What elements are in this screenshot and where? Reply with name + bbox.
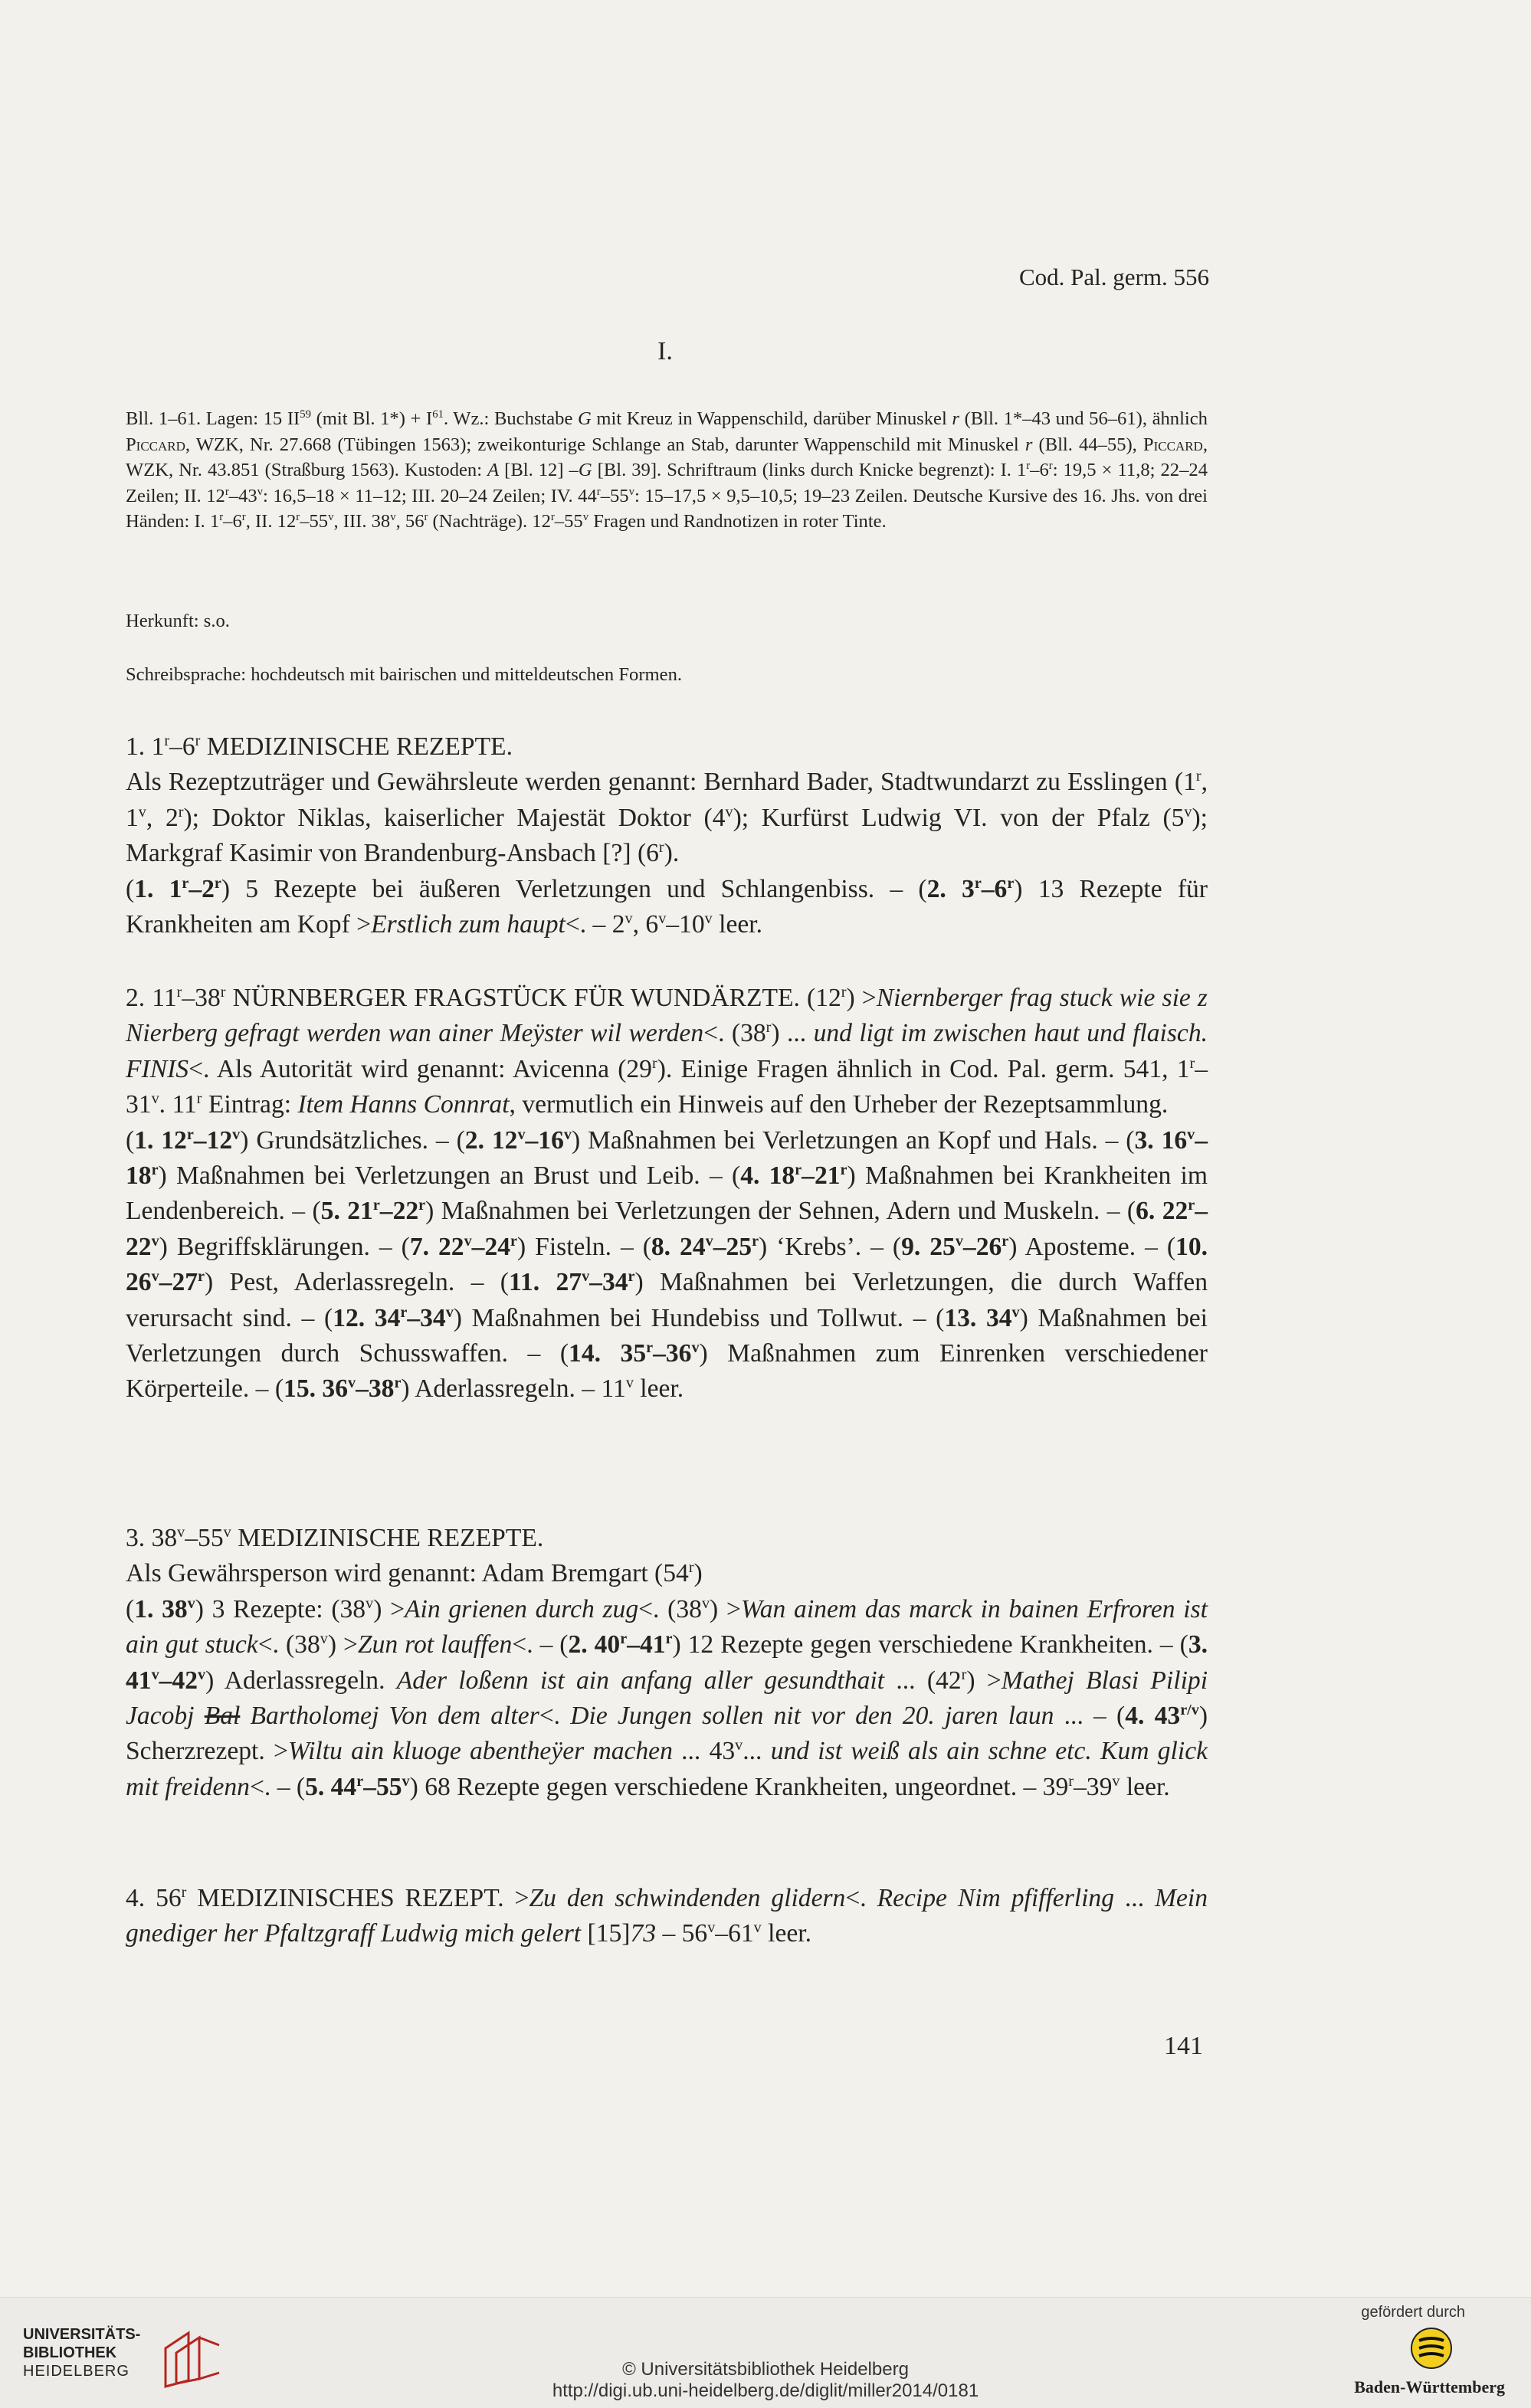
scribal-language: Schreibsprache: hochdeutsch mit bairischen und mitteldeutschen Formen. <box>126 664 683 685</box>
funder-name: Baden-Württemberg <box>1354 2377 1505 2397</box>
state-coat-of-arms-icon <box>1401 2325 1462 2371</box>
section-2: 2. 11$^r$–38$^r$ NÜRNBERGER FRAGSTÜCK FÜR WUNDÄRZTE. $(12^r)$ >Niernberger frag stuck wie sie z Nierberg gefragt werden wan ainer Meÿster wil werden<. (38$^r$) ... und ligt im zwischen haut und flaisch. FINIS<. Als Autorität wird genannt: Avicenna (29$^r$). Einige Fragen ähnlich in Cod. Pal. germ. 541, 1$^r$–31$^v$. 11$^r$ Eintrag: Item Hanns Connrat, vermutlich ein Hinweis auf den Urheber der Rezeptsammlung. (1. 12$^r$–12$^v$) Grundsätzliches. – (2. 12$^v$–16$^v$) Maßnahmen bei Verletzungen an Kopf und Hals. – (3. 16$^v$–18$^r$) Maßnahmen bei Verletzungen an Brust und Leib. – (4. 18$^r$–21$^r$) Maßnahmen bei Krankheiten im Lendenbereich. – (5. 21$^r$–22$^r$) Maßnahmen bei Verletzungen der Sehnen, Adern und Muskeln. – (6. 22$^r$–22$^v$) Begriffsklärungen. – (7. 22$^v$–24$^r$) Fisteln. – (8. 24$^v$–25$^r$) ‘Krebs’. – (9. 25$^v$–26$^r$) Aposteme. – (10. 26$^v$–27$^r$) Pest, Aderlassregeln. – (11. 27$^v$–34$^r$) Maßnahmen bei Verletzungen, die durch Waffen verursacht sind. – (12. 34$^r$–34$^v$) Maßnahmen bei Hundebiss und Tollwut. – (13. 34$^v$) Maßnahmen bei Verletzungen durch Schusswaffen. – (14. 35$^r$–36$^v$) Maßnahmen zum Einrenken verschiedener Körperteile. – (15. 36$^v$–38$^r$) Aderlassregeln. – 11$^v$ leer. <box>126 983 1208 1404</box>
section-1-heading: MEDIZINISCHE REZEPTE. <box>206 732 513 761</box>
origin: Herkunft: s.o. <box>126 611 230 631</box>
section-3-heading: MEDIZINISCHE REZEPTE. <box>238 1524 544 1552</box>
section-1: 1. 1$^r$–6$^r$ MEDIZINISCHE REZEPTE. Als Rezeptzuträger und Gewährsleute werden genannt: Bernhard Bader, Stadtwundarzt zu Esslingen (1$^r$, 1$^v$, 2$^r$); Doktor Niklas, kaiserlicher Majestät Doktor (4$^v$); Kurfürst Ludwig VI. von der Pfalz (5$^v$); Markgraf Kasimir von Brandenburg-Ansbach [?] (6$^r$). (1. 1$^r$–2$^r$) 5 Rezepte bei äußeren Verletzungen und Schlangenbiss. – (2. 3$^r$–6$^r$) 13 Rezepte für Krankheiten am Kopf >Erstlich zum haupt<. – 2$^v$, 6$^v$–10$^v$ leer. <box>126 732 1208 939</box>
section-4-heading: MEDIZINISCHES REZEPT. <box>197 1884 504 1912</box>
section-3: 3. 38$^v$–55$^v$ MEDIZINISCHE REZEPTE. Als Gewährsperson wird genannt: Adam Bremgart (54$^r$) (1. 38$^v$) 3 Rezepte: $(38^v) >Ain$ grienen durch zug<. $(38^v) >Wan$ ainem das marck in bainen Erfroren ist ain gut stuck<. $(38^v) >Zun$ rot lauffen<. – (2. 40$^r$–41$^r$) 12 Rezepte gegen verschiedene Krankheiten. – (3. 41$^v$–42$^v$) Aderlassregeln. Ader loßenn ist ain anfang aller gesundthait ... $(42^r)$ >Mathej Blasi Pilipi Jacobj Bal Bartholomej Von dem alter<. Die Jungen sollen nit vor den 20. jaren laun ... – (4. $43^{r/v}$) Scherzrezept. >Wiltu ain kluoge abentheÿer machen ... 43$^v$... und ist weiß als ain schne etc. Kum glick mit freidenn<. – (5. 44$^r$–55$^v$) 68 Rezepte gegen verschiedene Krankheiten, ungeordnet. – 39$^r$–39$^v$ leer. <box>126 1523 1208 1801</box>
part-number: I. <box>657 337 673 365</box>
copyright-notice: © Universitätsbibliothek Heidelberg http://digi.ub.uni-heidelberg.de/diglit/miller2014/0181 <box>0 2359 1531 2402</box>
codicological-description: Bll. 1–61. Lagen: 15 II$^{59}$ (mit Bl. $1*) + I^{61}$. Wz.: Buchstabe G mit Kreuz in Wappenschild, darüber Minuskel r (Bll. 1*–43 und 56–61), ähnlich Piccard, WZK, Nr. 27.668 (Tübingen 1563); zweikonturige Schlange an Stab, darunter Wappenschild mit Minuskel r (Bll. 44–55), Piccard, WZK, Nr. 43.851 (Straßburg 1563). Kustoden: A [Bl. 12] –G [Bl. 39]. Schriftraum (links durch Knicke begrenzt): I. 1$^r$–6$^r$: 19,5 × 11,8; 22–24 Zeilen; II. 12$^r$–43$^v$: 16,5–18 × 11–12; III. 20–24 Zeilen; IV. 44$^r$–55$^v$: 15–17,5 × 9,5–10,5; 19–23 Zeilen. Deutsche Kursive des 16. Jhs. von drei Händen: I. 1$^r$–6$^r$, II. 12$^r$–55$^v$, III. 38$^v$, 56$^r$ (Nachträge). 12$^r$–55$^v$ Fragen und Randnotizen in roter Tinte. <box>126 408 1208 532</box>
page-number: 141 <box>1164 2032 1203 2060</box>
section-2-heading: NÜRNBERGER FRAGSTÜCK FÜR WUNDÄRZTE. <box>232 984 800 1012</box>
shelfmark: Cod. Pal. germ. 556 <box>1019 264 1209 290</box>
section-4: 4. 56$^r$ MEDIZINISCHES REZEPT. >Zu den schwindenden glidern<. Recipe Nim pfifferling ... Mein gnediger her Pfaltzgraff Ludwig mich gelert [15]73 – 56$^v$–61$^v$ leer. <box>126 1883 1208 1948</box>
permalink[interactable]: http://digi.ub.uni-heidelberg.de/diglit/miller2014/0181 <box>552 2380 979 2401</box>
funded-by-label: gefördert durch <box>1361 2304 1465 2321</box>
footer-bar <box>0 2297 1531 2408</box>
library-name: UNIVERSITÄTS- BIBLIOTHEK HEIDELBERG <box>23 2326 141 2380</box>
